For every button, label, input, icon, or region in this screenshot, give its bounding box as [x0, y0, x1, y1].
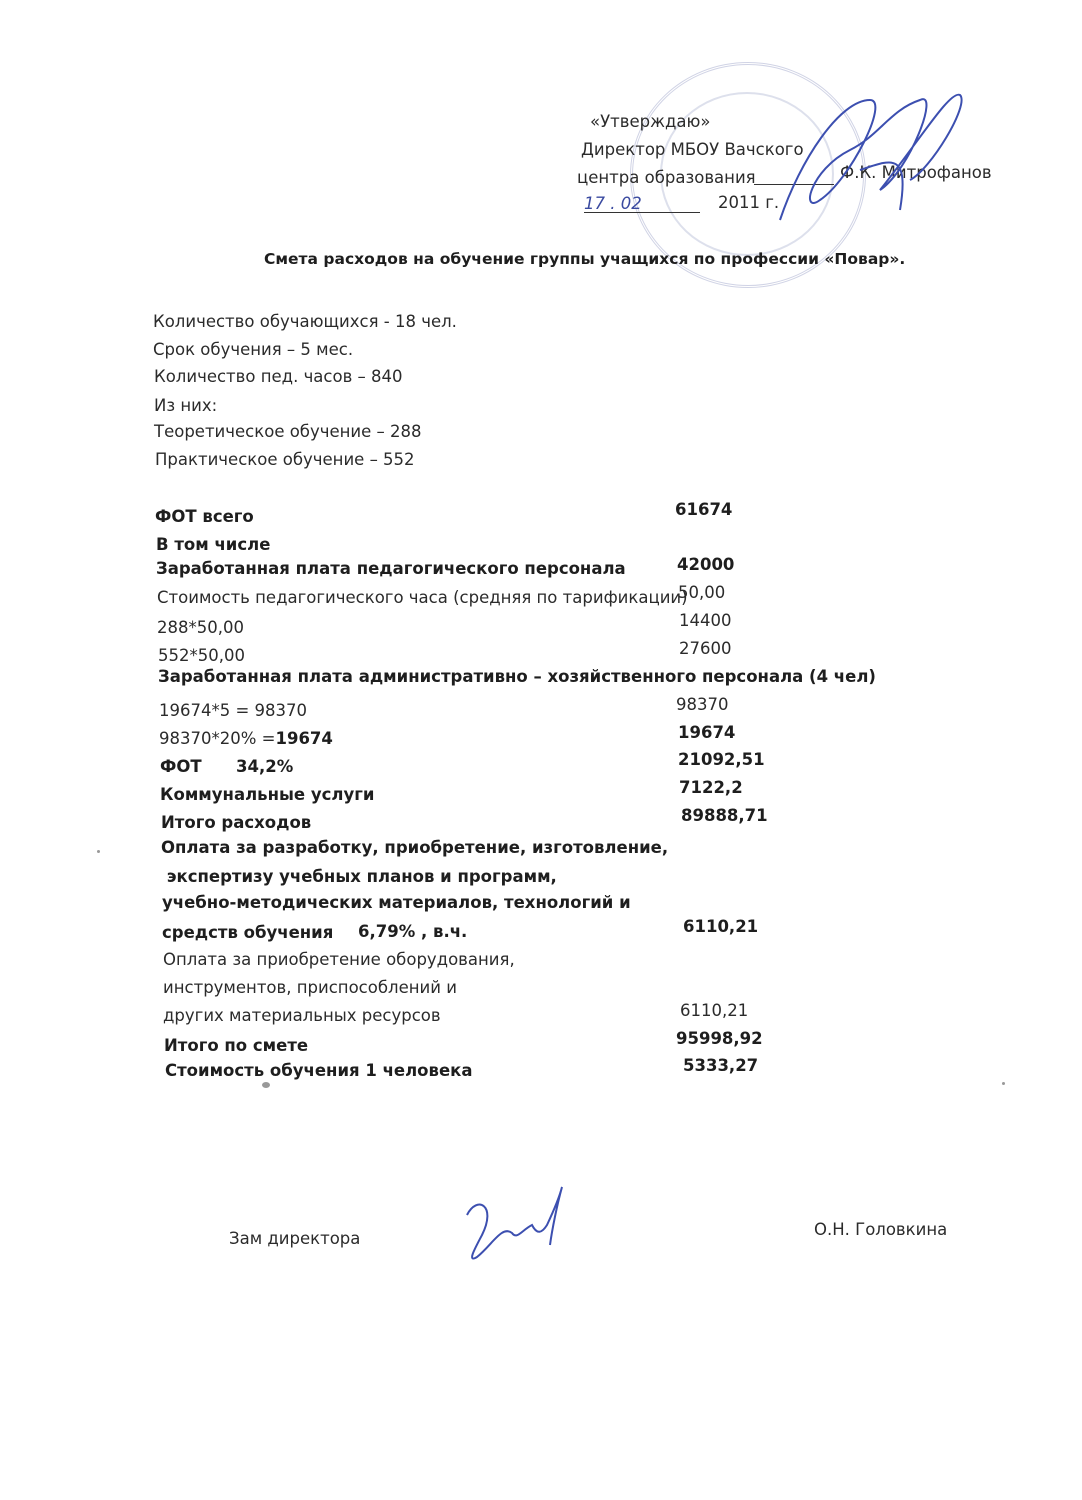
scan-speck	[262, 1082, 270, 1088]
row-ped-hour-value: 50,00	[678, 583, 726, 602]
director-signature	[760, 80, 990, 230]
scan-speck	[97, 850, 100, 853]
row-ped-salary-value: 42000	[677, 555, 735, 574]
deputy-signature	[462, 1185, 572, 1265]
row-practice-label: 552*50,00	[158, 646, 245, 665]
row-practice-value: 27600	[679, 639, 732, 658]
row-development-line-1: Оплата за разработку, приобретение, изготовление,	[161, 838, 669, 857]
row-theory-label: 288*50,00	[157, 618, 244, 637]
approval-date-handwritten: 17 . 02	[584, 194, 642, 213]
row-development-line-3: учебно-методических материалов, технологий и	[162, 893, 631, 912]
row-admin-pct-formula: 98370*20% =	[159, 729, 276, 748]
row-admin-calc-value: 98370	[676, 695, 729, 714]
approval-year: 2011 г.	[718, 193, 780, 212]
row-development-percent: 6,79% , в.ч.	[358, 922, 468, 941]
row-utilities-label: Коммунальные услуги	[160, 785, 375, 804]
info-of-which: Из них:	[154, 396, 218, 415]
date-line	[584, 212, 700, 213]
row-admin-pct-label	[159, 729, 333, 749]
footer-name: О.Н. Головкина	[814, 1220, 948, 1239]
row-equipment-line-2: инструментов, приспособлений и	[163, 978, 457, 997]
row-utilities-value: 7122,2	[679, 778, 743, 797]
scan-speck	[1002, 1082, 1005, 1085]
row-theory-value: 14400	[679, 611, 732, 630]
row-admin-salary-label: Заработанная плата административно – хозяйственного персонала (4 чел)	[158, 667, 876, 686]
document-title: Смета расходов на обучение группы учащихся по профессии «Повар».	[264, 250, 906, 268]
row-equipment-line-3: других материальных ресурсов	[163, 1006, 441, 1025]
row-admin-pct-result: 19674	[275, 729, 333, 748]
approval-line-2: центра образования	[577, 168, 756, 187]
row-cost-per-person-label: Стоимость обучения 1 человека	[165, 1061, 473, 1080]
info-practice: Практическое обучение – 552	[155, 450, 415, 469]
row-equipment-value: 6110,21	[680, 1001, 749, 1020]
info-hours: Количество пед. часов – 840	[154, 367, 403, 386]
approval-heading: «Утверждаю»	[590, 112, 711, 131]
row-including-label: В том числе	[156, 535, 271, 554]
approver-name: Ф.К. Митрофанов	[840, 163, 992, 182]
row-fot-pct-label: ФОТ	[160, 757, 202, 776]
row-fot-pct-value: 21092,51	[678, 750, 765, 769]
row-ped-salary-label: Заработанная плата педагогического персонала	[156, 559, 626, 578]
row-admin-calc-label: 19674*5 = 98370	[159, 701, 308, 720]
info-duration: Срок обучения – 5 мес.	[153, 340, 354, 359]
row-total-estimate-label: Итого по смете	[164, 1036, 309, 1055]
row-admin-pct-value: 19674	[678, 723, 736, 742]
row-ped-hour-label: Стоимость педагогического часа (средняя по тарификации)	[157, 588, 688, 607]
footer-position: Зам директора	[229, 1229, 361, 1248]
row-cost-per-person-value: 5333,27	[683, 1056, 759, 1075]
row-total-expenses-label: Итого расходов	[161, 813, 312, 832]
info-students: Количество обучающихся - 18 чел.	[153, 312, 457, 331]
row-development-line-4: средств обучения	[162, 923, 334, 942]
row-fot-pct-percent: 34,2%	[236, 757, 294, 776]
approval-line-1: Директор МБОУ Вачского	[581, 140, 804, 159]
info-theory: Теоретическое обучение – 288	[154, 422, 422, 441]
row-total-expenses-value: 89888,71	[681, 806, 768, 825]
row-equipment-line-1: Оплата за приобретение оборудования,	[163, 950, 515, 969]
row-development-line-2: экспертизу учебных планов и программ,	[161, 867, 557, 886]
row-fot-total-value: 61674	[675, 500, 733, 519]
row-fot-total-label: ФОТ всего	[155, 507, 254, 526]
row-total-estimate-value: 95998,92	[676, 1029, 763, 1048]
row-development-value: 6110,21	[683, 917, 759, 936]
